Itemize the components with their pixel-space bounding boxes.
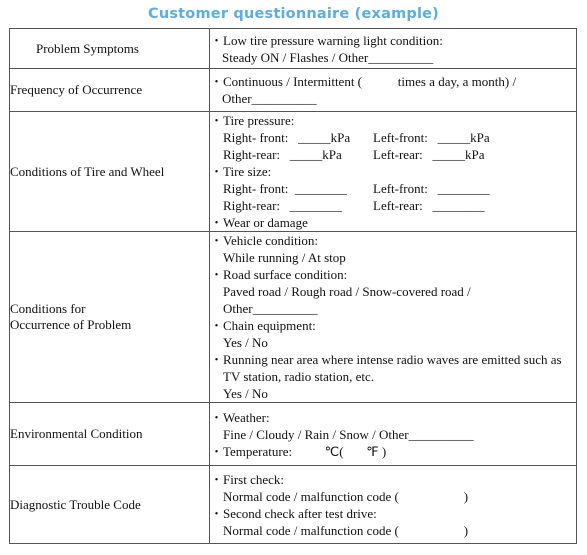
row-label-problem-symptoms: Problem Symptoms [10, 29, 210, 69]
row-value-frequency: ・ Continuous / Intermittent ( times a day, a month) / Other__________ [210, 69, 577, 112]
dtc-second-check-heading: Second check after test drive: [223, 505, 377, 521]
tire-wear: Wear or damage [223, 215, 308, 230]
table-row [10, 466, 577, 544]
vehicle-condition-options: While running / At stop [223, 250, 346, 265]
dtc-second-check-options: Normal code / malfunction code ( ) [223, 522, 469, 538]
chain-equipment-options: Yes / No [223, 335, 268, 350]
row-value-occurrence: ・ Vehicle condition: While running / At stop ・ Road surface condition: Paved road / Rough road / Snow-covered road / Other__________ ・ Chain equipment: Yes / No ・ Running near area where intense radio waves are emitted such as TV station, radio station, etc. Yes / No [210, 232, 577, 403]
table-row [10, 403, 577, 466]
row-label-frequency: Frequency of Occurrence [10, 69, 210, 112]
symptom-item: Low tire pressure warning light condition: [223, 32, 443, 48]
weather-options: Fine / Cloudy / Rain / Snow / Other__________ [223, 426, 474, 442]
tire-pressure-left-front: Left-front: _____kPa [373, 130, 490, 145]
frequency-other: Other__________ [222, 91, 317, 106]
road-surface-other: Other__________ [223, 301, 318, 316]
row-label-environment: Environmental Condition [10, 403, 210, 466]
table-row [10, 69, 577, 112]
road-surface-heading: Road surface condition: [223, 267, 348, 282]
row-label-dtc: Diagnostic Trouble Code [10, 466, 210, 544]
tire-pressure-right-rear: Right-rear: _____kPa [223, 147, 342, 162]
tire-pressure-right-front: Right- front: _____kPa [223, 130, 351, 145]
tire-size-heading: Tire size: [223, 164, 272, 179]
radio-waves-heading: Running near area where intense radio waves are emitted such as TV station, radio station, etc. [223, 352, 562, 384]
occurrence-label-line1: Conditions for [10, 301, 86, 316]
weather-heading: Weather: [223, 409, 270, 425]
frequency-options: Continuous / Intermittent ( times a day, a month) / [223, 74, 517, 89]
row-label-occurrence [10, 232, 210, 403]
table-row [10, 112, 577, 232]
row-value-environment: ・ Weather: Fine / Cloudy / Rain / Snow / Other__________ ・ Temperature: ℃( ℉ ) [210, 403, 577, 466]
occurrence-label-line2: Occurrence of Problem [10, 317, 132, 332]
tire-size-right-front: Right- front: ________ [223, 181, 347, 196]
row-value-dtc: ・ First check: Normal code / malfunction code ( ) ・ Second check after test drive: Normal code / malfunction code ( ) [210, 466, 577, 544]
row-value-problem-symptoms: ・ Low tire pressure warning light condition: Steady ON / Flashes / Other__________ [210, 29, 577, 69]
tire-pressure-left-rear: Left-rear: _____kPa [373, 147, 485, 162]
tire-size-left-front: Left-front: ________ [373, 181, 490, 196]
questionnaire-table [9, 28, 577, 544]
chain-equipment-heading: Chain equipment: [223, 318, 316, 333]
road-surface-options: Paved road / Rough road / Snow-covered road / [223, 284, 471, 299]
radio-waves-options: Yes / No [223, 386, 268, 401]
table-row [10, 232, 577, 403]
temperature-field: Temperature: ℃( ℉ ) [223, 443, 387, 459]
tire-size-right-rear: Right-rear: ________ [223, 198, 342, 213]
page-title: Customer questionnaire (example) [147, 6, 439, 22]
tire-size-left-rear: Left-rear: ________ [373, 198, 485, 213]
dtc-first-check-options: Normal code / malfunction code ( ) [223, 488, 469, 504]
vehicle-condition-heading: Vehicle condition: [223, 233, 318, 248]
row-label-tire-wheel: Conditions of Tire and Wheel [10, 112, 210, 232]
row-value-tire-wheel: ・ Tire pressure: Right- front: _____kPa Left-front: _____kPa Right-rear: _____kPa Left-rear: _____kPa ・ Tire size: Right- front: ________ Left-front: ________ Right-rear: ________ Left-rear: ________ ・ Wear or damage [210, 112, 577, 232]
symptom-options: Steady ON / Flashes / Other__________ [222, 49, 434, 65]
dtc-first-check-heading: First check: [223, 471, 285, 487]
table-row [10, 29, 577, 69]
tire-pressure-heading: Tire pressure: [223, 113, 295, 128]
